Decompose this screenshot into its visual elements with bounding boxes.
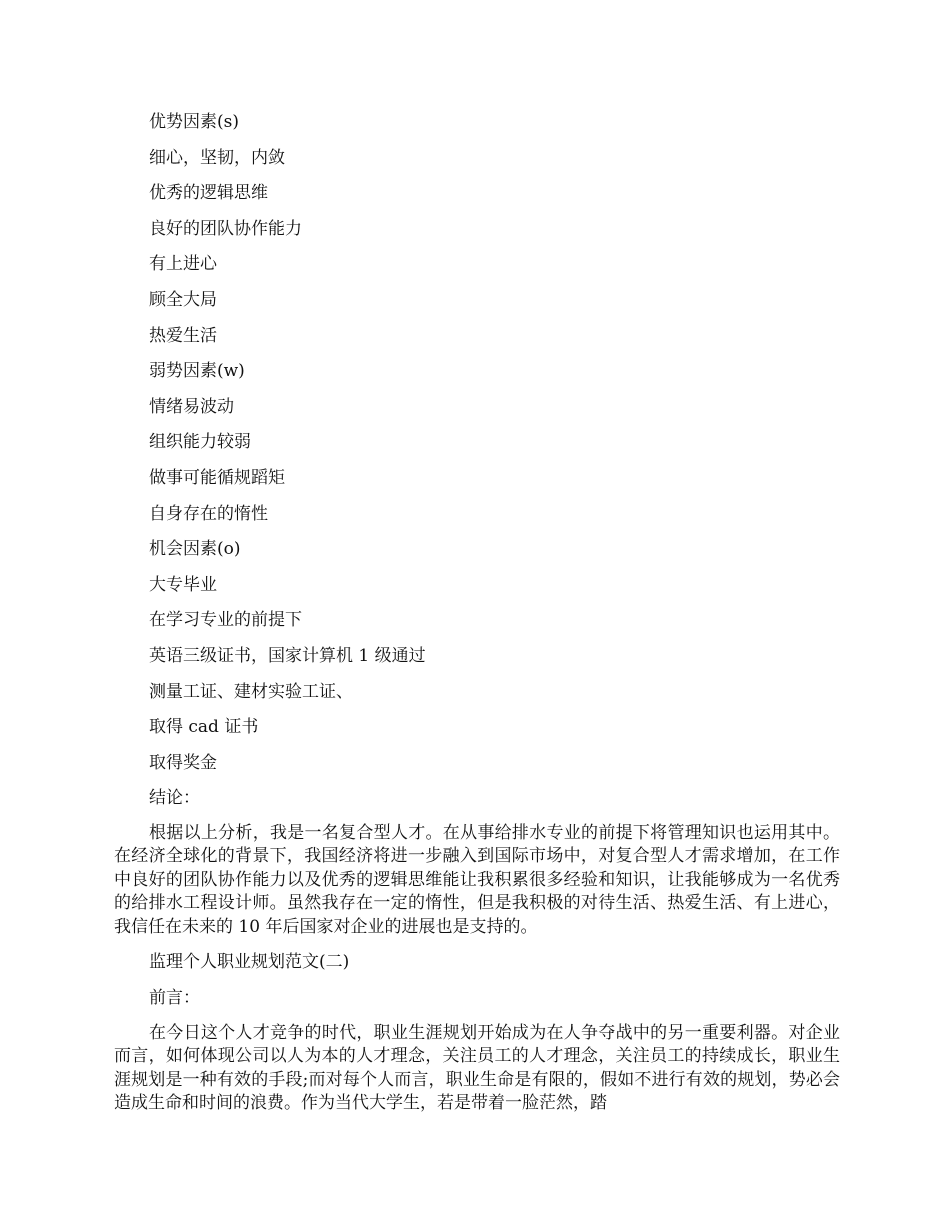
- text-line: 细心，坚韧，内敛: [149, 147, 285, 168]
- text-line: 大专毕业: [149, 574, 217, 595]
- text-line: 有上进心: [149, 254, 217, 275]
- preface-paragraph: 在今日这个人才竞争的时代，职业生涯规划开始成为在人争夺战中的另一重要利器。对企业而言，如何体现公司以人为本的人才理念，关注员工的人才理念，关注员工的持续成长，职业生涯规划是一种有效的手段;而对每个人而言，职业生命是有限的，假如不进行有效的规划，势必会造成生命和时间的浪费。作为当代大学生，若是带着一脸茫然，踏: [114, 1022, 840, 1114]
- text-line: 组织能力较弱: [149, 432, 251, 453]
- text-line: 取得 cad 证书: [149, 717, 259, 738]
- text-line: 情绪易波动: [149, 396, 234, 417]
- text-line: 测量工证、建材实验工证、: [149, 681, 353, 702]
- text-line: 优秀的逻辑思维: [149, 183, 268, 204]
- preface-label: 前言：: [149, 987, 200, 1008]
- document-page: [114, 110, 840, 1127]
- text-line: 在学习专业的前提下: [149, 610, 302, 631]
- text-line: 自身存在的惰性: [149, 503, 268, 524]
- text-line: 顾全大局: [149, 289, 217, 310]
- text-line: 优势因素(s): [149, 112, 239, 132]
- text-line: 做事可能循规蹈矩: [149, 467, 285, 488]
- text-line: 机会因素(o): [149, 539, 241, 560]
- text-line: 弱势因素(w): [149, 361, 245, 382]
- text-line: 英语三级证书，国家计算机 1 级通过: [149, 645, 426, 666]
- text-line: 取得奖金: [149, 752, 217, 773]
- conclusion-paragraph: 根据以上分析，我是一名复合型人才。在从事给排水专业的前提下将管理知识也运用其中。在经济全球化的背景下，我国经济将进一步融入到国际市场中，对复合型人才需求增加，在工作中良好的团队协作能力以及优秀的逻辑思维能让我积累很多经验和知识，让我能够成为一名优秀的给排水工程设计师。虽然我存在一定的惰性，但是我积极的对待生活、热爱生活、有上进心，我信任在未来的 10 年后国家对企业的进展也是支持的。: [114, 822, 840, 937]
- section-title: 监理个人职业规划范文(二): [149, 952, 350, 973]
- conclusion-label: 结论：: [149, 788, 200, 809]
- text-line: 热爱生活: [149, 325, 217, 346]
- text-line: 良好的团队协作能力: [149, 218, 302, 239]
